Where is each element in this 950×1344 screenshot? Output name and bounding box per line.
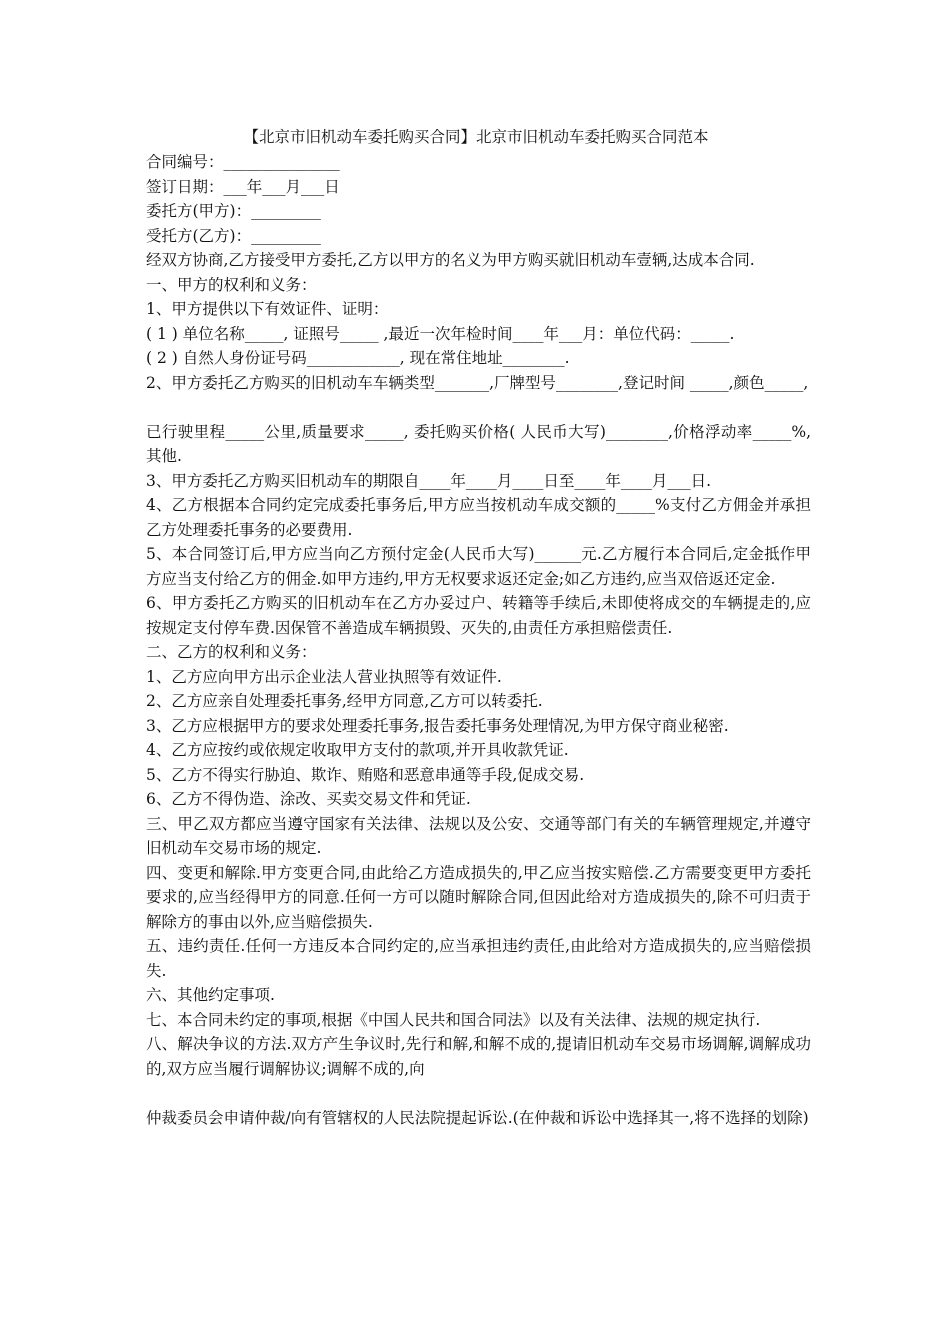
section-heading: 六、其他约定事项. (146, 986, 275, 1004)
section-paragraph: 八、解决争议的方法.双方产生争议时,先行和解,和解不成的,提请旧机动车交易市场调解,调解成功的,双方应当履行调解协议;调解不成的,向 (146, 1035, 811, 1078)
clause-paragraph: 1、甲方提供以下有效证件、证明： (146, 300, 389, 318)
clause-paragraph: 1、乙方应向甲方出示企业法人营业执照等有效证件. (146, 667, 502, 686)
section-heading: 二、乙方的权利和义务： (146, 643, 317, 661)
clause-paragraph: 5、乙方不得实行胁迫、欺诈、贿赂和恶意串通等手段,促成交易. (146, 765, 585, 784)
principal-party-line: 委托方(甲方)：_________ (146, 202, 321, 220)
clause-paragraph: 4、乙方根据本合同约定完成委托事务后,甲方应当按机动车成交额的_____%支付乙方佣金并承担乙方处理委托事务的必要费用. (146, 496, 811, 539)
clause-paragraph: 2、乙方应亲自处理委托事务,经甲方同意,乙方可以转委托. (146, 692, 543, 710)
clause-paragraph: ( 2 ) 自然人身份证号码____________, 现在常住地址________. (146, 349, 570, 367)
section-paragraph: 七、本合同未约定的事项,根据《中国人民共和国合同法》以及有关法律、法规的规定执行. (146, 1010, 761, 1029)
clause-paragraph: 2、甲方委托乙方购买的旧机动车车辆类型_______,厂牌型号________,登记时间 _____,颜色_____, (146, 373, 809, 392)
clause-paragraph: 4、乙方应按约或依规定收取甲方支付的款项,并开具收款凭证. (146, 741, 569, 759)
clause-paragraph: ( 1 ) 单位名称_____, 证照号_____ ,最近一次年检时间____年___月：单位代码：_____. (146, 324, 735, 343)
clause-paragraph: 已行驶里程_____公里,质量要求_____, 委托购买价格( 人民币大写)________,价格浮动率_____%,其他. (146, 422, 811, 465)
clause-paragraph: 6、甲方委托乙方购买的旧机动车在乙方办妥过户、转籍等手续后,未即使将成交的车辆提走的,应按规定支付停车费.因保管不善造成车辆损毁、灭失的,由责任方承担赔偿责任. (146, 594, 811, 637)
section-paragraph: 四、变更和解除.甲方变更合同,由此给乙方造成损失的,甲乙应当按实赔偿.乙方需要变更甲方委托要求的,应当经得甲方的同意.任何一方可以随时解除合同,但因此给对方造成损失的,除不可归责于解除方的事由以外,应当赔偿损失. (146, 863, 811, 931)
preamble-paragraph: 经双方协商,乙方接受甲方委托,乙方以甲方的名义为甲方购买就旧机动车壹辆,达成本合同. (146, 251, 755, 269)
contract-number-line: 合同编号：_______________ (146, 153, 340, 171)
clause-paragraph: 5、本合同签订后,甲方应当向乙方预付定金(人民币大写)______元.乙方履行本合同后,定金抵作甲方应当支付给乙方的佣金.如甲方违约,甲方无权要求返还定金;如乙方违约,应当双倍返还定金. (146, 545, 811, 588)
agent-party-line: 受托方(乙方)：_________ (146, 226, 321, 245)
blank-line (146, 395, 811, 420)
document-body (146, 150, 811, 1130)
section-paragraph: 仲裁委员会申请仲裁/向有管辖权的人民法院提起诉讼.(在仲裁和诉讼中选择其一,将不选择的划除) (146, 1108, 809, 1127)
signing-date-line: 签订日期：___年___月___日 (146, 177, 340, 196)
clause-paragraph: 3、甲方委托乙方购买旧机动车的期限自____年____月____日至____年____月___日. (146, 471, 712, 490)
blank-line (146, 1081, 811, 1106)
section-heading: 一、甲方的权利和义务： (146, 275, 317, 294)
section-paragraph: 五、违约责任.任何一方违反本合同约定的,应当承担违约责任,由此给对方造成损失的,应当赔偿损失. (146, 937, 811, 980)
section-paragraph: 三、甲乙双方都应当遵守国家有关法律、法规以及公安、交通等部门有关的车辆管理规定,并遵守旧机动车交易市场的规定. (146, 814, 811, 857)
clause-paragraph: 3、乙方应根据甲方的要求处理委托事务,报告委托事务处理情况,为甲方保守商业秘密. (146, 716, 729, 735)
document-title: 【北京市旧机动车委托购买合同】北京市旧机动车委托购买合同范本 (243, 128, 709, 146)
clause-paragraph: 6、乙方不得伪造、涂改、买卖交易文件和凭证. (146, 790, 471, 808)
